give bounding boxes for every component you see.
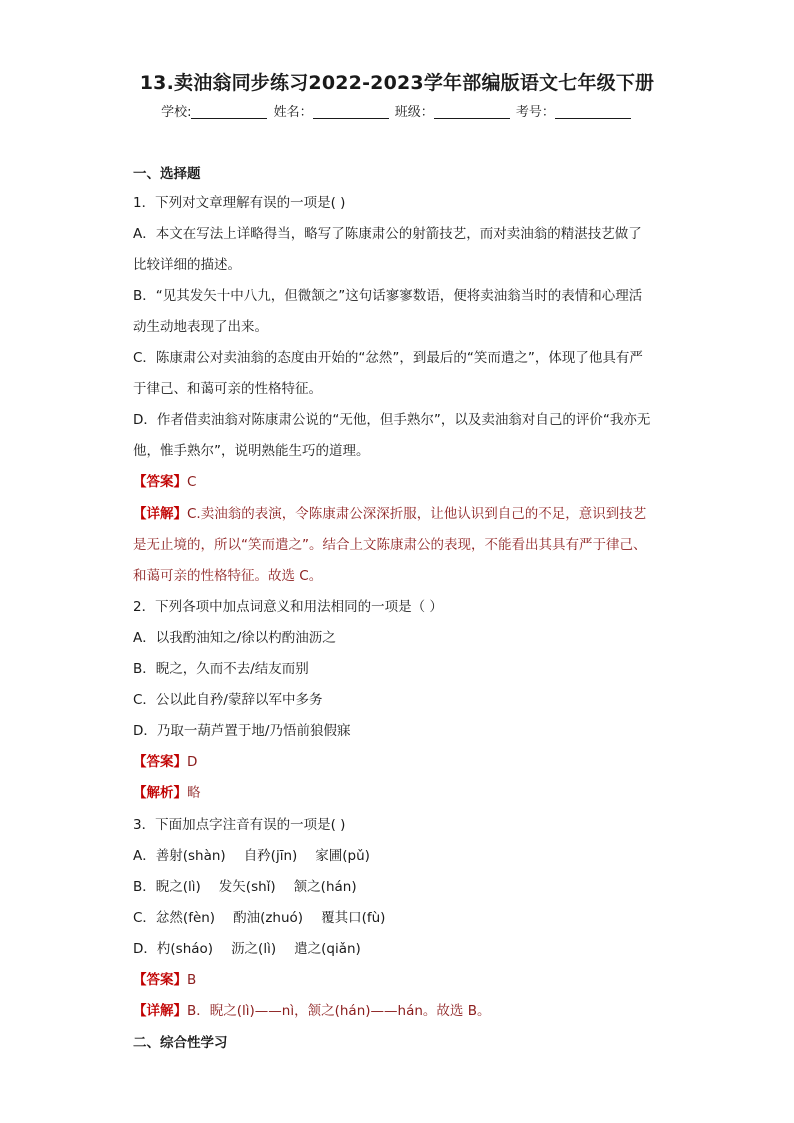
section-heading-choice: 一、选择题 (133, 166, 201, 182)
class-label: 班级： (394, 105, 434, 120)
detail-tag: 【详解】 (133, 1003, 187, 1019)
q1-detail-cont2: 和蔼可亲的性格特征。故选 C。 (133, 568, 323, 584)
school-field[interactable] (191, 104, 267, 119)
answer-value: D (187, 754, 198, 770)
q3-answer (133, 970, 196, 990)
q1-option-b-cont: 动生动地表现了出来。 (133, 319, 268, 335)
q3-detail (133, 1001, 490, 1021)
q1-option-c-cont: 于律己、和蔼可亲的性格特征。 (133, 381, 322, 397)
student-info-row (0, 101, 794, 120)
name-label: 姓名： (273, 105, 313, 120)
q2-answer (133, 752, 197, 772)
school-label: 学校: (161, 105, 192, 120)
q3-d-item: 沥之(lì) (231, 941, 277, 957)
section-heading-comprehensive: 二、综合性学习 (133, 1035, 228, 1051)
q3-a-item: 自矜(jīn) (243, 848, 298, 864)
analysis-text: 略 (187, 785, 201, 801)
exam-number-label: 考号： (515, 105, 555, 120)
q2-analysis (133, 783, 201, 803)
q1-detail (133, 504, 646, 524)
q3-c-item: 酌油(zhuó) (233, 910, 304, 926)
q1-option-a-cont: 比较详细的描述。 (133, 257, 241, 273)
q3-stem: 3．下面加点字注音有误的一项是( ) (133, 817, 346, 833)
q1-option-b: B．“见其发矢十中八九，但微颔之”这句话寥寥数语，便将卖油翁当时的表情和心理活 (133, 288, 643, 304)
q1-detail-cont: 是无止境的，所以“笑而遣之”。结合上文陈康肃公的表现，不能看出其具有严于律己、 (133, 537, 647, 553)
answer-tag: 【答案】 (133, 474, 187, 490)
q3-c-item: C．忿然(fèn) (133, 910, 216, 926)
detail-text: B．睨之(lì)——nì，颔之(hán)——hán。故选 B。 (187, 1003, 491, 1019)
analysis-tag: 【解析】 (133, 785, 187, 801)
q1-option-c: C．陈康肃公对卖油翁的态度由开始的“忿然”，到最后的“笑而遣之”，体现了他具有严 (133, 350, 643, 366)
q3-a-item: A．善射(shàn) (133, 848, 226, 864)
q1-stem: 1．下列对文章理解有误的一项是( ) (133, 195, 346, 211)
q1-option-a: A．本文在写法上详略得当，略写了陈康肃公的射箭技艺，而对卖油翁的精湛技艺做了 (133, 226, 642, 242)
q2-stem: 2．下列各项中加点词意义和用法相同的一项是（ ） (133, 599, 443, 615)
q3-b-item: 发矢(shǐ) (218, 879, 276, 895)
detail-tag: 【详解】 (133, 506, 187, 522)
q3-d-item: D．杓(sháo) (133, 941, 214, 957)
q2-option-b: B．睨之，久而不去/结友而别 (133, 661, 309, 677)
class-field[interactable] (434, 104, 510, 119)
q3-option-c (133, 908, 403, 928)
q3-option-b (133, 877, 375, 897)
q2-option-c: C．公以此自矜/蒙辞以军中多务 (133, 692, 323, 708)
name-field[interactable] (313, 104, 389, 119)
exam-number-field[interactable] (555, 104, 631, 119)
q2-option-d: D．乃取一葫芦置于地/乃悟前狼假寐 (133, 723, 351, 739)
q3-b-item: 颔之(hán) (293, 879, 357, 895)
q2-option-a: A．以我酌油知之/徐以杓酌油沥之 (133, 630, 336, 646)
q3-d-item: 遣之(qiǎn) (294, 941, 361, 957)
q3-b-item: B．睨之(lì) (133, 879, 201, 895)
detail-text: C.卖油翁的表演，令陈康肃公深深折服，让他认识到自己的不足，意识到技艺 (187, 506, 647, 522)
q1-option-d: D．作者借卖油翁对陈康肃公说的“无他，但手熟尔”，以及卖油翁对自己的评价“我亦无 (133, 412, 651, 428)
answer-tag: 【答案】 (133, 972, 187, 988)
q3-a-item: 家圃(pǔ) (315, 848, 370, 864)
q1-answer (133, 472, 196, 492)
answer-tag: 【答案】 (133, 754, 187, 770)
answer-value: B (187, 972, 197, 988)
page-title: 13.卖油翁同步练习2022-2023学年部编版语文七年级下册 (139, 72, 655, 94)
q3-option-d (133, 939, 379, 959)
q1-option-d-cont: 他，惟手熟尔”，说明熟能生巧的道理。 (133, 443, 370, 459)
q3-option-a (133, 846, 388, 866)
q3-c-item: 覆其口(fù) (321, 910, 386, 926)
answer-value: C (187, 474, 197, 490)
